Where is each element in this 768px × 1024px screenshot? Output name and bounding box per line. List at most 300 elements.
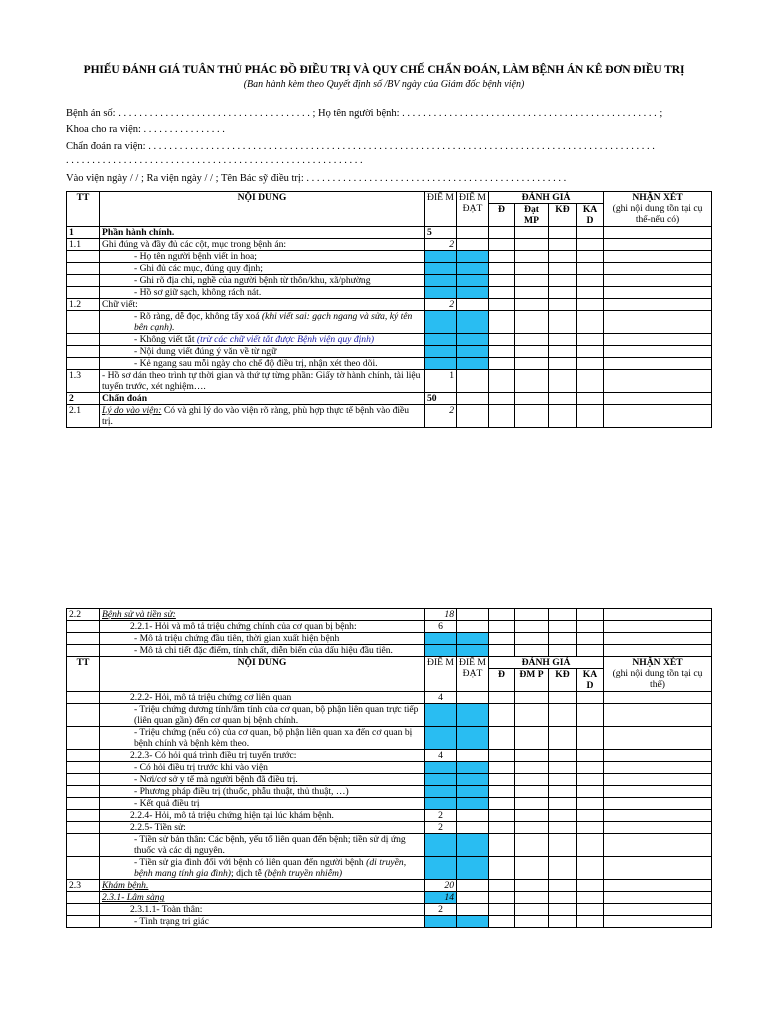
row-eval-d [489,810,515,822]
row-eval-kd [549,609,577,621]
row-comment [604,275,712,287]
row-score-achieved [457,786,489,798]
header2-danh-gia: ĐÁNH GIÁ [489,657,604,669]
row-score [425,299,457,311]
row-content-text: Bệnh sử và tiền sử: [102,609,176,620]
row-comment [604,727,712,750]
row-tt [67,810,100,822]
row-score-achieved [457,346,489,358]
row-score-text: 5 [427,227,432,238]
header-noi-dung: NỘI DUNG [100,192,425,227]
row-eval-kd [549,358,577,370]
row-eval-mp [515,239,549,251]
row-eval-d [489,263,515,275]
header-nhan-xet-label: NHẬN XÉT [632,192,683,203]
row-eval-kd [549,904,577,916]
row-tt [67,774,100,786]
row-score [425,334,457,346]
row-comment [604,287,712,299]
row-comment [604,263,712,275]
row-eval-kd [549,227,577,239]
row-eval-kd [549,704,577,727]
row-eval-d [489,822,515,834]
row-content-text: - Nơi/cơ sở y tế mà người bệnh đã điều trị. [134,774,298,785]
row-score-achieved [457,762,489,774]
row-comment [604,227,712,239]
row-eval-kad [577,393,604,405]
row-content [100,798,425,810]
row-score [425,704,457,727]
table-row [67,904,712,916]
row-tt [67,393,100,405]
row-eval-d [489,358,515,370]
row-eval-d [489,786,515,798]
row-tt [67,275,100,287]
table-row [67,346,712,358]
row-score-achieved [457,311,489,334]
row-score [425,880,457,892]
row-eval-d [489,311,515,334]
row-score [425,727,457,750]
row-score [425,275,457,287]
table-row [67,358,712,370]
table-row [67,287,712,299]
row-comment [604,370,712,393]
row-score-achieved [457,621,489,633]
row-content [100,774,425,786]
row-eval-kad [577,880,604,892]
row-tt [67,704,100,727]
row-content-text: 2.2.4- Hỏi, mô tả triệu chứng hiện tại lúc khám bệnh. [130,810,334,821]
row-eval-kd [549,834,577,857]
row-eval-kd [549,311,577,334]
info-line-department: Khoa cho ra viện: . . . . . . . . . . . . . . . . [66,124,225,135]
row-content [100,239,425,251]
row-blue-note: (trừ các chữ viết tắt được Bệnh viện quy định) [196,334,375,345]
table-row [67,822,712,834]
row-note: (khi viết sai: gạch ngang và sửa, ký tên bên cạnh). [134,311,413,333]
header2-nhan-xet-label: NHẬN XÉT [632,657,683,668]
row-score-text: 4 [438,750,443,761]
row-eval-kd [549,762,577,774]
row-comment [604,239,712,251]
row-eval-mp [515,774,549,786]
row-content-text: 2.2.3- Có hỏi quá trình điều trị tuyến trước: [130,750,297,761]
row-eval-d [489,727,515,750]
row-score-achieved [457,393,489,405]
row-eval-kd [549,299,577,311]
row-tt-text: 2.1 [69,405,81,416]
row-comment [604,834,712,857]
row-eval-kd [549,810,577,822]
header2-nhan-xet-note: (ghi nội dung tồn tại cụ thể) [612,668,703,690]
row-eval-mp [515,762,549,774]
row-eval-d [489,880,515,892]
header2-dmp: ĐM P [515,669,549,692]
header2-noi-dung: NỘI DUNG [100,657,425,692]
row-eval-mp [515,810,549,822]
row-eval-kd [549,263,577,275]
row-eval-mp [515,892,549,904]
row-eval-mp [515,405,549,428]
row-score-achieved [457,810,489,822]
row-content [100,704,425,727]
row-eval-mp [515,857,549,880]
row-eval-kd [549,774,577,786]
row-score-text: 20 [444,880,454,891]
row-eval-kad [577,275,604,287]
row-eval-mp [515,704,549,727]
row-tt [67,822,100,834]
info-line-diagnosis: Chẩn đoán ra viện: . . . . . . . . . . . . . . . . . . . . . . . . . . . . . . . . . . . . . . . . . . . . . . . . . . . . . . . . . . . . . . . . . . . . . . . . . . . . . . . . . . . . . . . . . . . . . . . . . [66,141,655,152]
row-tt [67,311,100,334]
table-row [67,370,712,393]
row-tt [67,358,100,370]
row-content [100,786,425,798]
row-rest: ; dịch tễ [231,868,262,879]
row-content-text: - Triệu chứng dương tính/âm tính của cơ quan, bộ phận liên quan trực tiếp (liên quan gần) đến cơ quan bị bệnh chính. [134,704,419,726]
row-score [425,251,457,263]
row-comment [604,798,712,810]
row-tt [67,762,100,774]
row-content [100,880,425,892]
row-eval-d [489,916,515,928]
row-score [425,405,457,428]
row-eval-kad [577,798,604,810]
header2-tt: TT [67,657,100,692]
row-content-text: - Phương pháp điều trị (thuốc, phẫu thuật, thủ thuật, …) [134,786,349,797]
row-score [425,798,457,810]
row-content [100,346,425,358]
table-row [67,393,712,405]
row-score-text: 2 [438,810,443,821]
info-line-diagnosis-cont: . . . . . . . . . . . . . . . . . . . . . . . . . . . . . . . . . . . . . . . . . . . . . . . . . . . . . . . . . [66,155,363,166]
row-tt [67,857,100,880]
table-row [67,704,712,727]
row-eval-kad [577,263,604,275]
table-row [67,275,712,287]
row-score [425,904,457,916]
row-content [100,334,425,346]
row-tt [67,251,100,263]
table-row [67,263,712,275]
row-content [100,275,425,287]
row-eval-mp [515,750,549,762]
table-row [67,334,712,346]
row-eval-d [489,287,515,299]
row-eval-mp [515,880,549,892]
row-eval-kd [549,857,577,880]
row-score [425,621,457,633]
row-score [425,786,457,798]
row-eval-kad [577,822,604,834]
row-content [100,810,425,822]
row-tt [67,299,100,311]
row-content [100,892,425,904]
table-row [67,633,712,645]
row-tt [67,916,100,928]
row-score-achieved [457,798,489,810]
row-content-text: - Nội dung viết đúng ý văn về từ ngữ [134,346,277,357]
row-content [100,645,425,657]
row-score [425,810,457,822]
row-eval-d [489,762,515,774]
evaluation-table-top [66,191,712,428]
row-note: (di truyền, bệnh mang tính gia đình) [134,857,407,879]
row-tt-text: 2.2 [69,609,81,620]
table-row [67,239,712,251]
row-score-text: 4 [438,692,443,703]
row-eval-kd [549,633,577,645]
row-content-text: Khám bệnh. [102,880,149,891]
row-score [425,762,457,774]
row-score [425,692,457,704]
row-score-achieved [457,633,489,645]
row-score-achieved [457,880,489,892]
row-tt [67,609,100,621]
row-eval-kad [577,916,604,928]
document-title: PHIẾU ĐÁNH GIÁ TUÂN THỦ PHÁC ĐỒ ĐIỀU TRỊ VÀ QUY CHẾ CHẨN ĐOÁN, LÀM BỆNH ÁN KÊ ĐƠN ĐIỀU TRỊ [83,64,685,76]
row-eval-kd [549,822,577,834]
row-comment [604,774,712,786]
row-score [425,370,457,393]
row-score [425,287,457,299]
row-eval-kad [577,692,604,704]
row-score-achieved [457,251,489,263]
info-line-record: Bệnh án số: . . . . . . . . . . . . . . . . . . . . . . . . . . . . . . . . . . . . . ; Họ tên người bệnh: . . . . . . . . . . . . . . . . . . . . . . . . . . . . . . . . . . . . . . . . . . . . . . . . . ; [66,108,663,119]
row-content-text: - Ghi đủ các mục, đúng quy định; [134,263,263,274]
row-eval-mp [515,692,549,704]
row-content-text: - Không viết tắt [134,334,195,345]
row-comment [604,251,712,263]
row-tt [67,798,100,810]
row-comment [604,892,712,904]
row-eval-mp [515,287,549,299]
row-content-text: - Tiền sử gia đình đối với bệnh có liên quan đến người bệnh [134,857,364,868]
row-content-text: Ghi đúng và đầy đủ các cột, mục trong bệnh án: [102,239,287,250]
row-comment [604,857,712,880]
row-content-text: - Ghi rõ địa chỉ, nghề của người bệnh từ thôn/khu, xã/phường [134,275,371,286]
row-tt [67,227,100,239]
table-row [67,916,712,928]
row-eval-kad [577,904,604,916]
row-eval-kad [577,633,604,645]
row-tt [67,334,100,346]
row-content-text: 2.2.5- Tiền sử: [130,822,186,833]
row-content-text: - Kẻ ngang sau mỗi ngày cho chế độ điều trị, nhận xét theo dõi. [134,358,378,369]
row-eval-kd [549,287,577,299]
row-eval-mp [515,393,549,405]
row-eval-kad [577,358,604,370]
row-tt-text: 2.3 [69,880,81,891]
row-tt [67,727,100,750]
row-eval-mp [515,798,549,810]
header-diem: ĐIỂ M [425,192,457,227]
row-eval-kad [577,762,604,774]
row-content-text: Phần hành chính. [102,227,175,238]
row-content [100,750,425,762]
row-eval-mp [515,346,549,358]
table-row [67,609,712,621]
row-content-text: - Rõ ràng, dễ đọc, không tẩy xoá [134,311,260,322]
row-content [100,633,425,645]
row-eval-d [489,346,515,358]
row-score-achieved [457,609,489,621]
row-tt [67,370,100,393]
row-score-text: 2 [449,405,454,416]
row-score-achieved [457,834,489,857]
table-row [67,774,712,786]
row-tt [67,692,100,704]
row-content [100,621,425,633]
table-row [67,227,712,239]
row-eval-mp [515,227,549,239]
row-eval-d [489,633,515,645]
header2-kad: KA D [577,669,604,692]
row-tt [67,880,100,892]
row-score [425,857,457,880]
table-row [67,857,712,880]
row-eval-d [489,692,515,704]
row-content-text: - Hồ sơ dán theo trình tự thời gian và thứ tự từng phần: Giấy tờ hành chính, tài liệu tuyến trước, xét nghiệm…. [102,370,421,392]
row-score [425,311,457,334]
row-eval-kad [577,346,604,358]
row-eval-kd [549,750,577,762]
row-tt [67,405,100,428]
table-row [67,834,712,857]
row-eval-kad [577,370,604,393]
row-score [425,633,457,645]
document-subtitle: (Ban hành kèm theo Quyết định số /BV ngày của Giám đốc bệnh viện) [243,79,525,90]
row-eval-kd [549,798,577,810]
row-comment [604,904,712,916]
row-eval-kd [549,370,577,393]
row-eval-d [489,621,515,633]
row-tt-text: 1.2 [69,299,81,310]
row-eval-kad [577,621,604,633]
row-tt [67,287,100,299]
row-tt-text: 1.1 [69,239,81,250]
row-eval-kad [577,727,604,750]
row-comment [604,880,712,892]
header-nhan-xet [604,192,712,227]
row-score-text: 2 [449,239,454,250]
row-comment [604,822,712,834]
row-content-text: - Mô tả chi tiết đặc điểm, tính chất, diễn biến của dấu hiệu đầu tiên. [134,645,393,656]
row-eval-kad [577,405,604,428]
row-content-text: 2.2.1- Hỏi và mô tả triệu chứng chính của cơ quan bị bệnh: [130,621,357,632]
row-content-text: - Có hỏi điều trị trước khi vào viện [134,762,268,773]
row-content [100,393,425,405]
header-danh-gia: ĐÁNH GIÁ [489,192,604,204]
row-score [425,609,457,621]
table-row [67,645,712,657]
table-row [67,692,712,704]
row-content-text: - Hồ sơ giữ sạch, không rách nát. [134,287,262,298]
row-content-text: 2.2.2- Hỏi, mô tả triệu chứng cơ liên quan [130,692,292,703]
row-eval-kad [577,645,604,657]
row-score [425,393,457,405]
row-content-text: - Họ tên người bệnh viết in hoa; [134,251,257,262]
row-content [100,227,425,239]
row-comment [604,358,712,370]
row-eval-kad [577,857,604,880]
row-comment [604,692,712,704]
row-eval-d [489,904,515,916]
row-eval-d [489,704,515,727]
row-score [425,750,457,762]
evaluation-table-bottom [66,608,712,928]
row-eval-kd [549,393,577,405]
row-comment [604,916,712,928]
row-eval-kad [577,750,604,762]
row-tt [67,346,100,358]
row-comment [604,334,712,346]
row-tt [67,239,100,251]
info-line-dates: Vào viện ngày / / ; Ra viện ngày / / ; Tên Bác sỹ điều trị: . . . . . . . . . . . . . . . . . . . . . . . . . . . . . . . . . . . . . . . . . . . . . . . . . . [66,173,567,184]
row-content [100,311,425,334]
row-eval-d [489,405,515,428]
row-eval-d [489,892,515,904]
row-content-text: - Mô tả triệu chứng đầu tiên, thời gian xuất hiện bệnh [134,633,340,644]
row-eval-kad [577,774,604,786]
row-score-achieved [457,704,489,727]
row-score-achieved [457,822,489,834]
row-score-achieved [457,405,489,428]
row-eval-mp [515,251,549,263]
row-eval-d [489,370,515,393]
row-eval-kad [577,834,604,857]
row-score-achieved [457,334,489,346]
table-row [67,810,712,822]
row-score-achieved [457,916,489,928]
row-content [100,727,425,750]
row-content [100,287,425,299]
row-eval-kd [549,916,577,928]
row-content [100,251,425,263]
row-eval-kad [577,609,604,621]
row-eval-kd [549,786,577,798]
row-content [100,692,425,704]
row-tt [67,904,100,916]
row-eval-kd [549,334,577,346]
row-eval-kad [577,299,604,311]
row-content [100,405,425,428]
row-eval-mp [515,904,549,916]
row-eval-kd [549,645,577,657]
row-eval-mp [515,822,549,834]
row-score [425,834,457,857]
row-comment [604,393,712,405]
row-comment [604,810,712,822]
row-content [100,299,425,311]
row-score-text: 1 [449,370,454,381]
row-eval-mp [515,263,549,275]
row-eval-mp [515,633,549,645]
row-eval-kd [549,346,577,358]
header2-diem-dat: ĐIỂ M ĐẠT [457,657,489,692]
row-content [100,263,425,275]
header2-nhan-xet [604,657,712,692]
row-eval-mp [515,334,549,346]
row-eval-kad [577,810,604,822]
row-eval-d [489,393,515,405]
row-tt [67,263,100,275]
row-score [425,263,457,275]
row-eval-kd [549,727,577,750]
row-score-achieved [457,645,489,657]
table-row [67,892,712,904]
